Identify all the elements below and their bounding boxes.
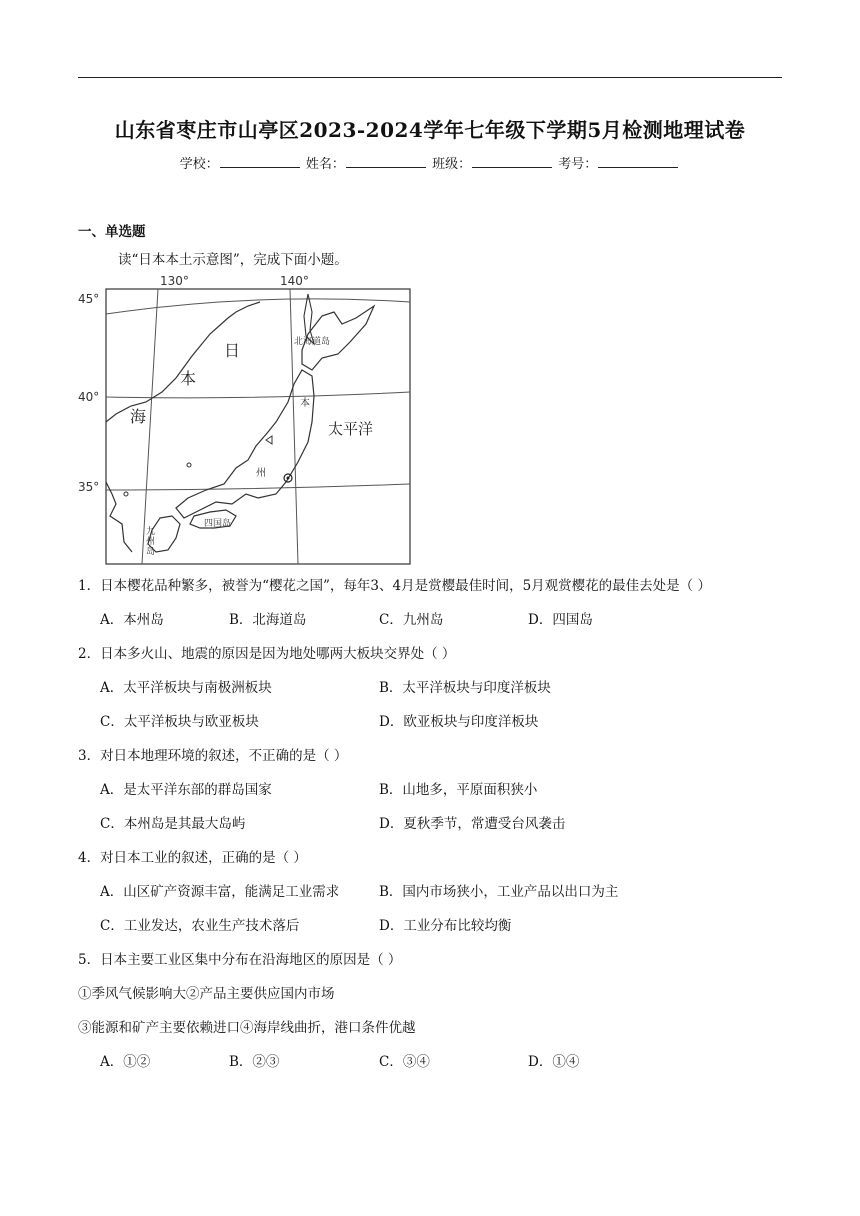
q1-option-b[interactable]: B．北海道岛 <box>229 612 307 628</box>
school-label: 学校： <box>179 157 219 172</box>
q5-option-c[interactable]: C．③④ <box>379 1054 430 1070</box>
ocean-label: 太平洋 <box>328 420 374 438</box>
lon-line-130 <box>142 289 158 564</box>
name-blank[interactable] <box>346 155 426 168</box>
student-info-line <box>0 153 860 172</box>
tokyo-marker-dot <box>287 477 290 480</box>
exam-title: 山东省枣庄市山亭区2023-2024学年七年级下学期5月检测地理试卷 <box>114 118 746 142</box>
q2-option-c[interactable]: C．太平洋板块与欧亚板块 <box>100 714 259 730</box>
korea-coast <box>106 482 132 552</box>
shikoku-label: 四国岛 <box>204 519 232 529</box>
q5-statements-line-1: ①季风气候影响大②产品主要供应国内市场 <box>78 986 335 1002</box>
class-blank[interactable] <box>472 155 552 168</box>
kyushu-label-3: 岛 <box>146 547 156 557</box>
id-label: 考号： <box>558 157 598 172</box>
q3-option-a[interactable]: A．是太平洋东部的群岛国家 <box>100 782 272 798</box>
intro-text: 读“日本本土示意图”，完成下面小题。 <box>118 252 348 268</box>
question-3-stem: 3．对日本地理环境的叙述，不正确的是（ ） <box>78 748 348 764</box>
lon-line-140 <box>290 289 298 564</box>
id-blank[interactable] <box>598 155 678 168</box>
q3-option-c[interactable]: C．本州岛是其最大岛屿 <box>100 816 246 832</box>
q5-statements-line-2: ③能源和矿产主要依赖进口④海岸线曲折，港口条件优越 <box>78 1020 416 1036</box>
question-2-stem: 2．日本多火山、地震的原因是因为地处哪两大板块交界处（ ） <box>78 646 456 662</box>
japan-map <box>76 272 416 568</box>
q5-option-a[interactable]: A．①② <box>100 1054 151 1070</box>
name-label: 姓名： <box>305 157 345 172</box>
q3-option-b[interactable]: B．山地多，平原面积狭小 <box>379 782 538 798</box>
q1-option-c[interactable]: C．九州岛 <box>379 612 444 628</box>
kyushu-label-2: 州 <box>146 537 156 547</box>
header-rule <box>78 77 782 78</box>
hokkaido-label: 北海道岛 <box>294 337 331 347</box>
lat-label-40: 40° <box>78 390 100 404</box>
q5-option-d[interactable]: D．①④ <box>528 1054 580 1070</box>
honshu-label-top: 本 <box>300 398 310 409</box>
lon-label-140: 140° <box>280 274 309 288</box>
sea-label-char-3: 海 <box>130 407 147 426</box>
class-label: 班级： <box>432 157 472 172</box>
sea-label-char-1: 日 <box>224 341 241 360</box>
lat-line-35 <box>106 484 410 490</box>
small-island <box>124 492 128 496</box>
lat-label-45: 45° <box>78 292 100 306</box>
sea-label-char-2: 本 <box>180 369 197 388</box>
q2-option-b[interactable]: B．太平洋板块与印度洋板块 <box>379 680 551 696</box>
lat-label-35: 35° <box>78 480 100 494</box>
q5-option-b[interactable]: B．②③ <box>229 1054 280 1070</box>
question-5-stem: 5．日本主要工业区集中分布在沿海地区的原因是（ ） <box>78 952 402 968</box>
q1-option-d[interactable]: D．四国岛 <box>528 612 593 628</box>
kyushu-label-1: 九 <box>146 527 156 537</box>
q4-option-c[interactable]: C．工业发达，农业生产技术落后 <box>100 918 300 934</box>
q1-option-a[interactable]: A．本州岛 <box>100 612 164 628</box>
mainland-coast <box>106 302 260 422</box>
question-4-stem: 4．对日本工业的叙述，正确的是（ ） <box>78 850 307 866</box>
q3-option-d[interactable]: D．夏秋季节，常遭受台风袭击 <box>379 816 566 832</box>
q4-option-a[interactable]: A．山区矿产资源丰富，能满足工业需求 <box>100 884 340 900</box>
school-blank[interactable] <box>220 155 300 168</box>
small-island <box>266 436 272 444</box>
q4-option-d[interactable]: D．工业分布比较均衡 <box>379 918 512 934</box>
question-1-stem: 1．日本樱花品种繁多，被誉为“樱花之国”，每年3、4月是赏樱最佳时间，5月观赏樱花的最佳去处是（ ） <box>78 578 711 594</box>
q4-option-b[interactable]: B．国内市场狭小，工业产品以出口为主 <box>379 884 619 900</box>
lon-label-130: 130° <box>160 274 189 288</box>
section-title: 一、单选题 <box>78 224 146 240</box>
q2-option-d[interactable]: D．欧亚板块与印度洋板块 <box>379 714 539 730</box>
small-island <box>187 463 191 467</box>
q2-option-a[interactable]: A．太平洋板块与南极洲板块 <box>100 680 272 696</box>
honshu-label-bottom: 州 <box>256 468 266 479</box>
